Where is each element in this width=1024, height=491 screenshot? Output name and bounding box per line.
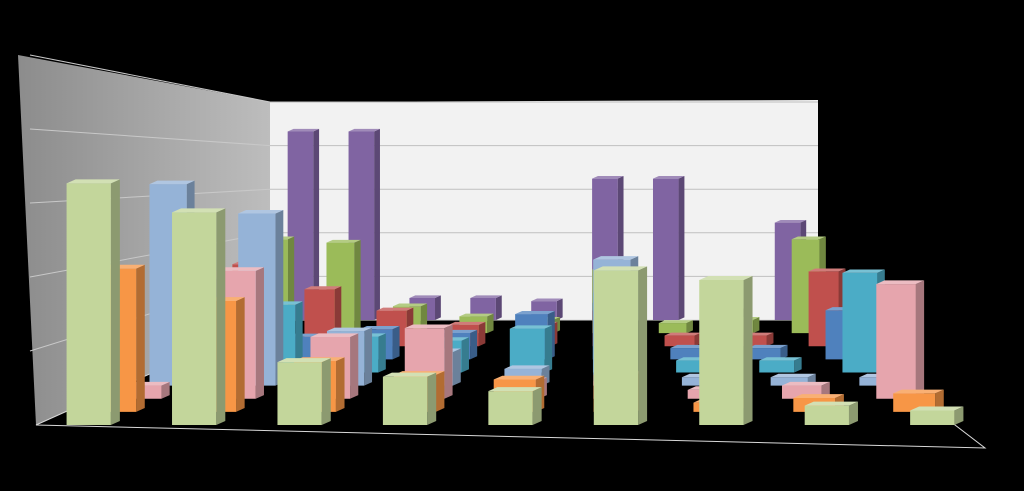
bar-front-face: [699, 280, 743, 425]
bar-side-face: [496, 295, 502, 320]
bar-side-face: [256, 267, 264, 399]
bar-side-face: [350, 333, 358, 398]
bar: [277, 358, 330, 425]
bar-top-face: [504, 365, 549, 368]
bar: [659, 320, 693, 333]
bar: [748, 345, 788, 359]
bar: [759, 357, 801, 372]
bar-top-face: [488, 387, 541, 391]
bar-side-face: [435, 295, 441, 320]
bar-side-face: [136, 265, 145, 412]
bar-front-face: [653, 179, 679, 320]
bar-top-face: [149, 181, 194, 184]
bar: [488, 387, 541, 425]
bar: [67, 179, 120, 425]
bar: [172, 208, 225, 425]
bar-side-face: [487, 314, 493, 334]
bar-side-face: [462, 337, 469, 372]
bar-side-face: [216, 208, 225, 425]
bar-side-face: [236, 297, 245, 412]
bar-side-face: [444, 325, 452, 399]
bar-top-face: [910, 407, 963, 411]
bar-top-face: [494, 376, 545, 380]
bar-front-face: [910, 411, 954, 426]
bar-top-face: [67, 179, 120, 183]
bar-front-face: [594, 270, 638, 425]
bar: [876, 280, 924, 398]
bar-side-face: [378, 333, 385, 372]
bar-side-face: [427, 373, 436, 425]
bar-side-face: [744, 276, 753, 425]
bar-side-face: [336, 357, 345, 412]
bar: [653, 176, 684, 320]
bar-front-face: [488, 391, 532, 425]
bar: [665, 333, 702, 347]
bar-top-face: [805, 402, 858, 406]
bar: [594, 266, 647, 425]
bar-front-face: [383, 377, 427, 425]
bar-side-face: [470, 330, 477, 360]
bar-top-face: [594, 266, 647, 270]
bar-front-face: [876, 284, 916, 399]
bar-top-face: [383, 373, 436, 377]
bar-side-face: [275, 210, 283, 386]
bar-top-face: [782, 382, 830, 386]
bar-front-face: [659, 323, 687, 333]
bar-side-face: [753, 317, 759, 333]
bar-top-face: [759, 357, 801, 360]
bar-top-face: [510, 325, 552, 328]
bar-side-face: [638, 266, 647, 425]
bar-side-face: [111, 179, 120, 425]
bar-front-face: [842, 273, 877, 373]
bar-front-face: [277, 362, 321, 425]
bar-side-face: [849, 402, 858, 425]
bar-top-face: [842, 270, 884, 273]
bar-top-face: [238, 210, 283, 213]
bar-front-face: [759, 361, 794, 373]
bar: [699, 276, 752, 425]
bar-front-face: [172, 212, 216, 425]
bar-top-face: [893, 390, 944, 394]
bar-side-face: [557, 299, 563, 320]
bar-side-face: [364, 328, 372, 386]
bar-top-face: [771, 374, 816, 377]
bar-side-face: [679, 176, 685, 320]
bar-top-face: [593, 256, 638, 259]
bar-top-face: [793, 394, 844, 398]
bar-front-face: [665, 336, 695, 347]
bar-top-face: [405, 325, 453, 329]
bar-top-face: [699, 276, 752, 280]
bar: [805, 402, 858, 425]
bar-top-face: [310, 333, 358, 337]
bar-top-face: [277, 358, 330, 362]
bar-top-face: [876, 280, 924, 284]
bar-side-face: [322, 358, 331, 425]
bar-top-face: [327, 328, 372, 331]
bar-side-face: [479, 322, 486, 346]
bar-side-face: [436, 371, 445, 412]
bar-side-face: [354, 240, 360, 333]
bar-front-face: [805, 406, 849, 425]
bar-top-face: [172, 208, 225, 212]
bar: [910, 407, 963, 426]
bar: [383, 373, 436, 425]
bar-side-face: [533, 387, 542, 425]
bar-side-face: [393, 326, 400, 359]
bar-side-face: [453, 349, 461, 386]
bar-side-face: [374, 129, 380, 320]
bar-front-face: [67, 183, 111, 425]
bar-side-face: [916, 280, 924, 398]
